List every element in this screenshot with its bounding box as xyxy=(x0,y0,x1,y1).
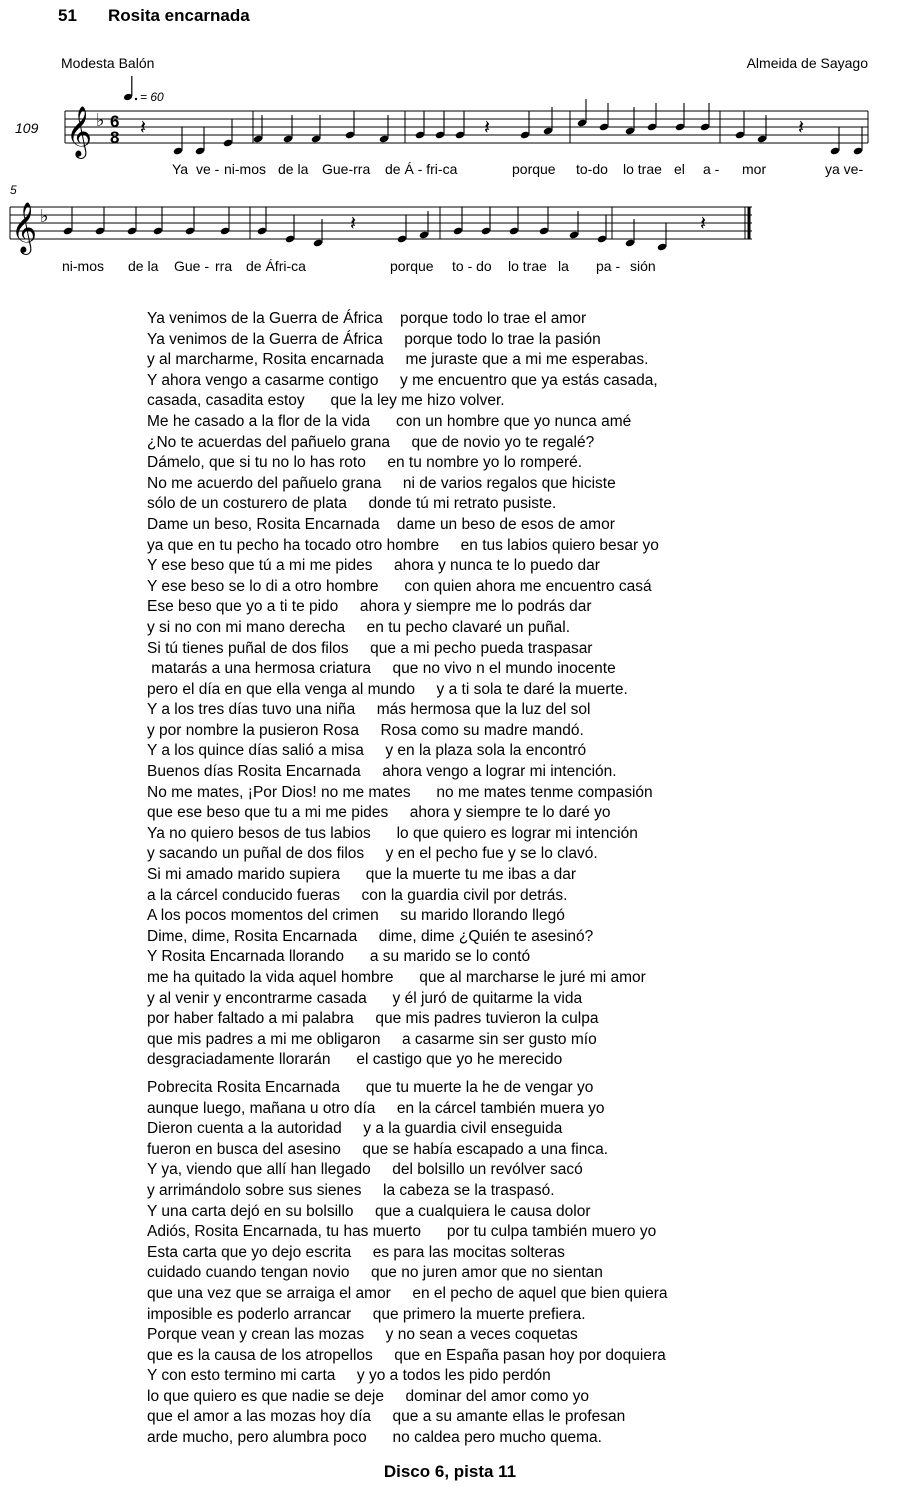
verse-line: que el amor a las mozas hoy día que a su amante ellas le profesan xyxy=(147,1408,626,1426)
verse-line: Porque vean y crean las mozas y no sean a veces coquetas xyxy=(147,1326,578,1344)
staff-system-2 xyxy=(10,207,752,239)
song-number: 51 xyxy=(58,6,77,25)
disc-track-label: Disco 6, pista 11 xyxy=(383,1462,517,1481)
lyric-syllable: lo trae xyxy=(623,161,662,177)
verse-line: Dime, dime, Rosita Encarnada dime, dime ¿Quién te asesinó? xyxy=(147,927,594,945)
verse-line: Y ese beso se lo di a otro hombre con quien ahora me encuentro casá xyxy=(147,577,652,595)
verse-line: Y a los quince días salió a misa y en la plaza sola la encontró xyxy=(147,742,587,760)
verses-part-2 xyxy=(147,1078,667,1449)
verse-line: Y a los tres días tuvo una niña más hermosa que la luz del sol xyxy=(147,701,591,719)
lyric-syllable: de Á - fri-ca xyxy=(385,161,458,177)
lyric-syllable: ni-mos xyxy=(62,258,105,274)
verse-line: ¿No te acuerdas del pañuelo grana que de novio yo te regalé? xyxy=(147,433,595,451)
verse-line: Y ya, viendo que allí han llegado del bolsillo un revólver sacó xyxy=(147,1161,583,1179)
verse-line: Esta carta que yo dejo escrita es para las mocitas solteras xyxy=(147,1243,565,1261)
verse-line: Me he casado a la flor de la vida con un hombre que yo nunca amé xyxy=(147,412,632,430)
verse-line: pero el día en que ella venga al mundo y a ti sola te daré la muerte. xyxy=(147,680,628,698)
verse-line: Si tú tienes puñal de dos filos que a mi pecho pueda traspasar xyxy=(147,639,593,657)
tempo-marking: = 60 xyxy=(140,90,164,104)
verse-line: fueron en busca del asesino que se había escapado a una finca. xyxy=(147,1140,609,1158)
verse-line: me ha quitado la vida aquel hombre que al marcharse le juré mi amor xyxy=(147,969,646,986)
verse-line: casada, casadita estoy que la ley me hizo volver. xyxy=(147,392,505,410)
notes-system-2 xyxy=(63,207,706,251)
verse-line: Buenos días Rosita Encarnada ahora vengo a lograr mi intención. xyxy=(147,763,617,781)
verse-line: que mis padres a mi me obligaron a casarme sin ser gusto mío xyxy=(147,1030,597,1048)
verse-line: Dámelo, que si tu no lo has roto en tu nombre yo lo romperé. xyxy=(147,454,583,472)
lyric-syllable: mor xyxy=(742,161,767,177)
treble-clef-icon: 𝄞 xyxy=(11,202,38,253)
verse-line: Y con esto termino mi carta y yo a todos les pido perdón xyxy=(147,1367,551,1385)
verse-line: No me acuerdo del pañuelo grana ni de varios regalos que hiciste xyxy=(147,474,616,492)
verse-line: desgraciadamente llorarán el castigo que yo he merecido xyxy=(147,1051,563,1069)
lyric-syllable: porque xyxy=(512,161,556,177)
verse-line: por haber faltado a mi palabra que mis padres tuvieron la culpa xyxy=(147,1010,599,1028)
verse-line: y al marcharme, Rosita encarnada me juraste que a mi me esperabas. xyxy=(147,351,649,369)
verse-line: que una vez que se arraiga el amor en el pecho de aquel que bien quiera xyxy=(147,1284,668,1302)
lyric-syllable: sión xyxy=(630,258,656,274)
verse-line: Si mi amado marido supiera que la muerte tu me ibas a dar xyxy=(147,866,577,884)
verses-block xyxy=(147,309,667,1449)
verse-line: y al venir y encontrarme casada y él juró de quitarme la vida xyxy=(147,989,583,1007)
verse-line: y por nombre la pusieron Rosa Rosa como su madre mandó. xyxy=(147,721,584,739)
rest-symbol: 𝄽 xyxy=(700,211,707,235)
lyric-syllable: pa - xyxy=(596,258,621,274)
flat-key-icon: ♭ xyxy=(96,110,105,131)
rest-symbol: 𝄽 xyxy=(798,115,805,139)
verse-line: que es la causa de los atropellos que en España pasan hoy por doquiera xyxy=(147,1346,666,1364)
rest-symbol: 𝄽 xyxy=(484,115,491,139)
performer-credit: Modesta Balón xyxy=(61,55,155,71)
verse-line: y si no con mi mano derecha en tu pecho clavaré un puñal. xyxy=(147,618,571,636)
verse-line: Adiós, Rosita Encarnada, tu has muerto por tu culpa también muero yo xyxy=(147,1223,657,1241)
verse-line: Pobrecita Rosita Encarnada que tu muerte la he de vengar yo xyxy=(147,1078,594,1096)
verse-line: Ya no quiero besos de tus labios lo que quiero es lograr mi intención xyxy=(147,824,638,842)
lyric-syllable: Gue - xyxy=(174,258,210,274)
verse-line: lo que quiero es que nadie se deje dominar del amor como yo xyxy=(147,1387,590,1405)
verse-line: sólo de un costurero de plata donde tú mi retrato pusiste. xyxy=(147,495,557,513)
verse-line: ya que en tu pecho ha tocado otro hombre en tus labios quiero besar yo xyxy=(147,536,659,554)
music-score xyxy=(0,0,900,290)
verse-line: Y ahora vengo a casarme contigo y me encuentro que ya estás casada, xyxy=(147,371,658,389)
location-credit: Almeida de Sayago xyxy=(746,55,868,71)
lyric-syllable: Ya xyxy=(172,161,189,177)
verse-line: que ese beso que tu a mi me pides ahora y siempre te lo daré yo xyxy=(147,804,611,822)
verse-line: imposible es poderlo arrancar que primero la muerte prefiera. xyxy=(147,1305,586,1323)
verse-line: Ya venimos de la Guerra de África porque todo lo trae la pasión xyxy=(147,330,601,348)
verse-line: Y Rosita Encarnada llorando a su marido se lo contó xyxy=(147,948,531,966)
rest-symbol: 𝄽 xyxy=(140,115,147,139)
flat-key-icon: ♭ xyxy=(40,206,49,227)
verse-line: cuidado cuando tengan novio que no juren amor que no sientan xyxy=(147,1264,603,1282)
lyric-syllable: to - do xyxy=(452,258,492,274)
time-signature-bottom: 8 xyxy=(110,128,120,147)
verse-line: matarás a una hermosa criatura que no vivo n el mundo inocente xyxy=(147,660,616,678)
lyric-syllable: porque xyxy=(390,258,434,274)
song-title: Rosita encarnada xyxy=(108,6,250,25)
verse-line: Ese beso que yo a ti te pido ahora y siempre me lo podrás dar xyxy=(147,598,592,616)
lyric-syllable: de la xyxy=(128,258,159,274)
lyric-syllable: de Áfri-ca xyxy=(246,258,306,274)
verse-line: Y una carta dejó en su bolsillo que a cualquiera le causa dolor xyxy=(147,1202,591,1220)
lyric-syllable: de la xyxy=(278,161,309,177)
verse-line: Dieron cuenta a la autoridad y a la guardia civil enseguida xyxy=(147,1120,563,1138)
verse-line: y sacando un puñal de dos filos y en el pecho fue y se lo clavó. xyxy=(147,845,598,863)
lyric-syllable: ni-mos xyxy=(224,161,267,177)
lyric-syllable: Gue-rra xyxy=(322,161,371,177)
system1-measure-number: 109 xyxy=(15,120,39,136)
verse-line: aunque luego, mañana u otro día en la cárcel también muera yo xyxy=(147,1099,605,1117)
lyric-syllable: ve - xyxy=(196,161,220,177)
rest-symbol: 𝄽 xyxy=(350,211,357,235)
lyric-syllable: a - xyxy=(703,161,720,177)
verses-part-1 xyxy=(147,309,667,1071)
lyric-syllable: la xyxy=(558,258,569,274)
lyric-syllable: to-do xyxy=(576,161,608,177)
time-signature-top: 6 xyxy=(110,112,120,131)
lyric-syllable: el xyxy=(674,161,685,177)
verse-line: A los pocos momentos del crimen su marido llorando llegó xyxy=(147,907,565,925)
verse-line: y arrimándolo sobre sus sienes la cabeza se la traspasó. xyxy=(147,1181,555,1199)
lyric-syllable: rra xyxy=(215,258,233,274)
verse-line: arde mucho, pero alumbra poco no caldea pero mucho quema. xyxy=(147,1429,602,1447)
system2-measure-number: 5 xyxy=(10,183,17,197)
treble-clef-icon: 𝄞 xyxy=(66,106,93,157)
verse-line: No me mates, ¡Por Dios! no me mates no me mates tenme compasión xyxy=(147,783,653,801)
verse-line: Ya venimos de la Guerra de África porque todo lo trae el amor xyxy=(147,310,587,327)
staff-system-1 xyxy=(65,111,868,143)
lyric-syllable: ya ve- xyxy=(825,161,864,177)
lyric-syllable: lo trae xyxy=(508,258,547,274)
verse-line: Y ese beso que tú a mi me pides ahora y nunca te lo puedo dar xyxy=(147,557,600,575)
verse-line: a la cárcel conducido fueras con la guardia civil por detrás. xyxy=(147,886,568,904)
verse-line: Dame un beso, Rosita Encarnada dame un beso de esos de amor xyxy=(147,515,615,533)
